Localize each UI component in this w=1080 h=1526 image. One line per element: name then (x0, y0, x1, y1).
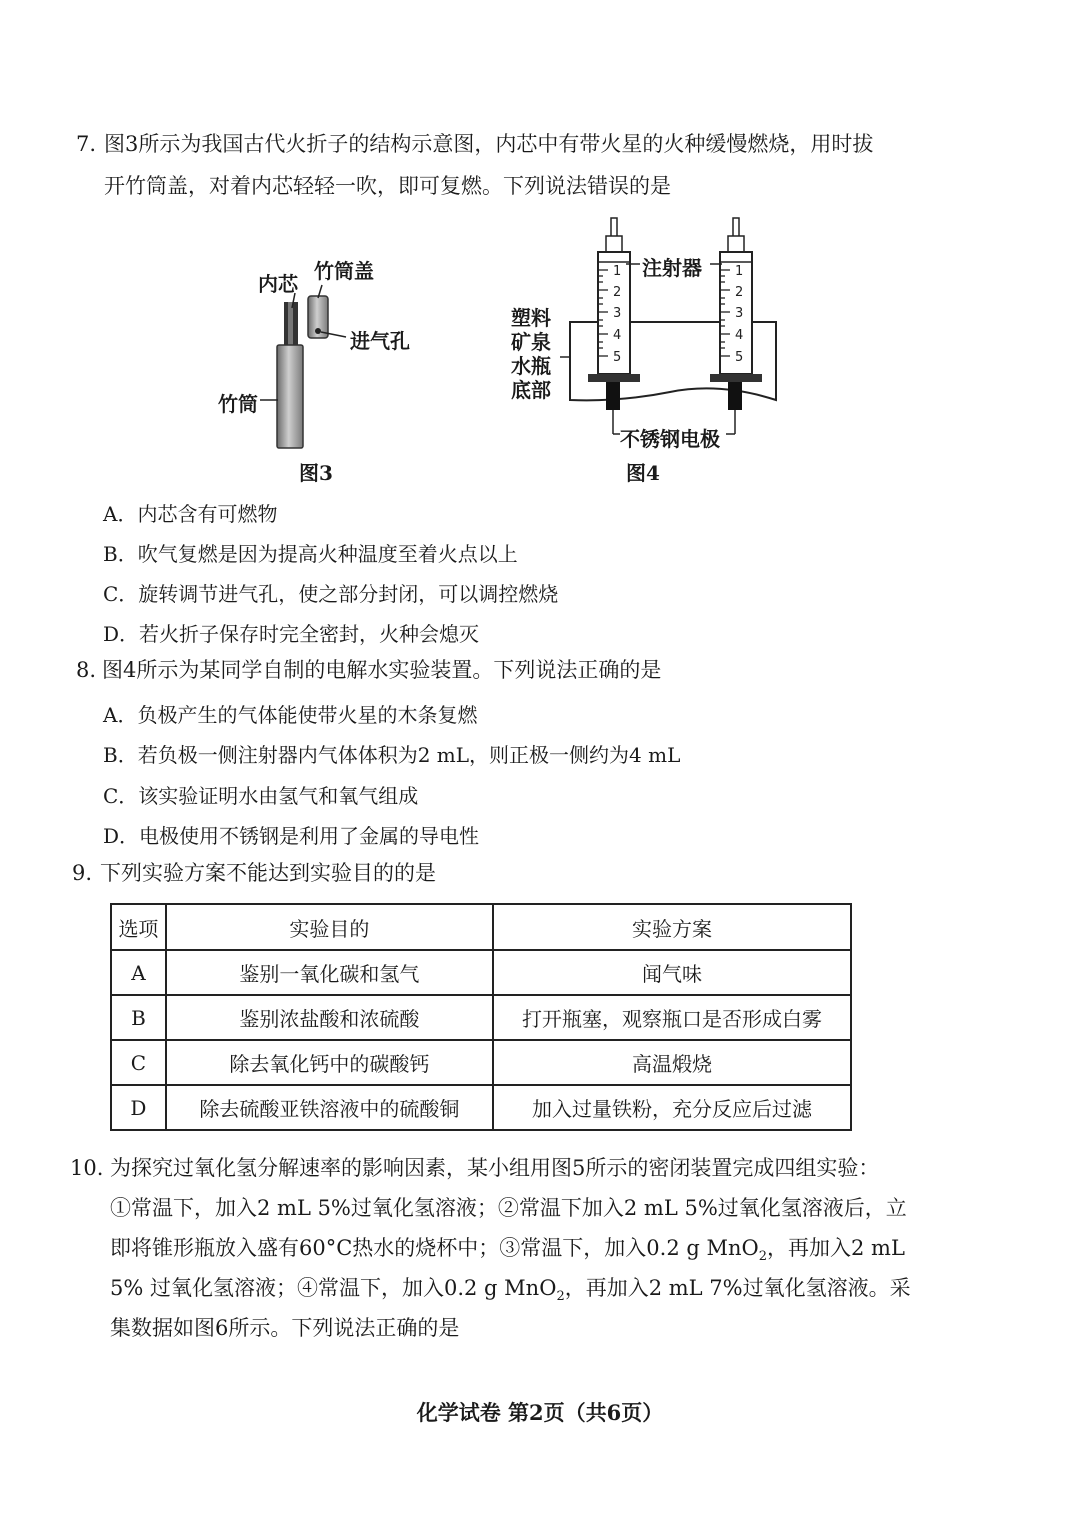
scale-right-4: 4 (735, 328, 744, 343)
q7-option-d: D．若火折子保存时完全密封，火种会熄灭 (103, 622, 480, 646)
q8-stem (76, 650, 661, 690)
table-cell: 鉴别一氧化碳和氢气 (166, 950, 493, 995)
fig4-label-bottle-1: 塑料 (511, 306, 551, 330)
fig3-caption: 图3 (299, 461, 333, 485)
q7-option-c: C．旋转调节进气孔，使之部分封闭，可以调控燃烧 (103, 582, 559, 606)
scale-left-2: 2 (613, 285, 622, 300)
fig4-label-bottle-4: 底部 (511, 378, 551, 402)
table-header-cell: 实验目的 (166, 904, 493, 950)
q7-stem-line1 (76, 124, 873, 164)
q9-text: 下列实验方案不能达到实验目的的是 (100, 861, 436, 885)
fig4-label-bottle-2: 矿泉 (511, 330, 551, 354)
figure-4-electrolysis (560, 212, 800, 452)
fig4-label-bottle-3: 水瓶 (511, 354, 551, 378)
fig4-caption: 图4 (626, 461, 660, 485)
page-footer: 化学试卷 第2页（共6页） (416, 1400, 664, 1425)
table-cell: 加入过量铁粉，充分反应后过滤 (493, 1085, 851, 1130)
table-row (111, 995, 851, 1040)
q7-option-a: A．内芯含有可燃物 (103, 502, 278, 526)
q7-number: 7. (76, 132, 97, 156)
subscript-2: 2 (758, 1249, 768, 1265)
scale-right-1: 1 (735, 264, 744, 279)
table-cell: 闻气味 (493, 950, 851, 995)
q10-text-4a: 5% 过氧化氢溶液；④常温下，加入0.2 g MnO (110, 1276, 557, 1300)
table-cell: 打开瓶塞，观察瓶口是否形成白雾 (493, 995, 851, 1040)
q7-text-1: 图3所示为我国古代火折子的结构示意图，内芯中有带火星的火种缓慢燃烧，用时拔 (104, 132, 874, 156)
table-cell: B (111, 995, 166, 1040)
scale-right-5: 5 (735, 350, 744, 365)
table-cell: 高温煅烧 (493, 1040, 851, 1085)
q7-stem-line2: 开竹筒盖，对着内芯轻轻一吹，即可复燃。下列说法错误的是 (104, 174, 671, 198)
table-row (111, 1040, 851, 1085)
q10-text-3b: ，再加入2 mL (767, 1236, 905, 1260)
q8-option-d: D．电极使用不锈钢是利用了金属的导电性 (103, 824, 480, 848)
q10-text-3a: 即将锥形瓶放入盛有60°C热水的烧杯中；③常温下，加入0.2 g MnO (110, 1236, 759, 1260)
q8-option-c: C．该实验证明水由氢气和氧气组成 (103, 784, 419, 808)
q10-text-1: 为探究过氧化氢分解速率的影响因素，某小组用图5所示的密闭装置完成四组实验： (110, 1156, 880, 1180)
table-cell: 除去氧化钙中的碳酸钙 (166, 1040, 493, 1085)
table-row (111, 1085, 851, 1130)
fig4-label-electrode: 不锈钢电极 (620, 427, 720, 451)
table-header-cell: 选项 (111, 904, 166, 950)
fig3-label-hole: 进气孔 (350, 329, 410, 353)
table-row (111, 950, 851, 995)
q8-text: 图4所示为某同学自制的电解水实验装置。下列说法正确的是 (102, 658, 662, 682)
table-header-row (111, 904, 851, 950)
fig3-label-tube: 竹筒 (218, 392, 258, 416)
q10-text-4b: ，再加入2 mL 7%过氧化氢溶液。采 (564, 1276, 911, 1300)
subscript-2: 2 (556, 1289, 565, 1305)
scale-right-2: 2 (735, 285, 744, 300)
scale-left-4: 4 (613, 328, 622, 343)
experiment-table (110, 903, 852, 1131)
scale-right-3: 3 (735, 306, 744, 321)
table-cell: D (111, 1085, 166, 1130)
q10-stem-line5: 集数据如图6所示。下列说法正确的是 (110, 1316, 460, 1340)
table-cell: 鉴别浓盐酸和浓硫酸 (166, 995, 493, 1040)
q10-stem-line2: ①常温下，加入2 mL 5%过氧化氢溶液；②常温下加入2 mL 5%过氧化氢溶液后，立 (110, 1196, 907, 1220)
fig3-label-core: 内芯 (258, 272, 298, 296)
q8-option-a: A．负极产生的气体能使带火星的木条复燃 (103, 703, 478, 727)
scale-left-1: 1 (613, 264, 622, 279)
q8-number: 8. (76, 658, 97, 682)
table-header-cell: 实验方案 (493, 904, 851, 950)
q10-number: 10. (70, 1156, 104, 1180)
q8-option-b: B．若负极一侧注射器内气体体积为2 mL，则正极一侧约为4 mL (103, 743, 681, 767)
fig3-label-cap: 竹筒盖 (314, 259, 374, 283)
q7-option-b: B．吹气复燃是因为提高火种温度至着火点以上 (103, 542, 518, 566)
scale-left-5: 5 (613, 350, 622, 365)
fig4-label-syringe: 注射器 (642, 256, 702, 280)
tube-shape (277, 345, 303, 448)
fig4-label-bottle (511, 306, 551, 402)
scale-left-3: 3 (613, 306, 622, 321)
q9-stem (72, 853, 436, 893)
table-cell: A (111, 950, 166, 995)
table-cell: C (111, 1040, 166, 1085)
table-cell: 除去硫酸亚铁溶液中的硫酸铜 (166, 1085, 493, 1130)
q9-number: 9. (72, 861, 93, 885)
q10-stem-line1 (70, 1148, 879, 1188)
